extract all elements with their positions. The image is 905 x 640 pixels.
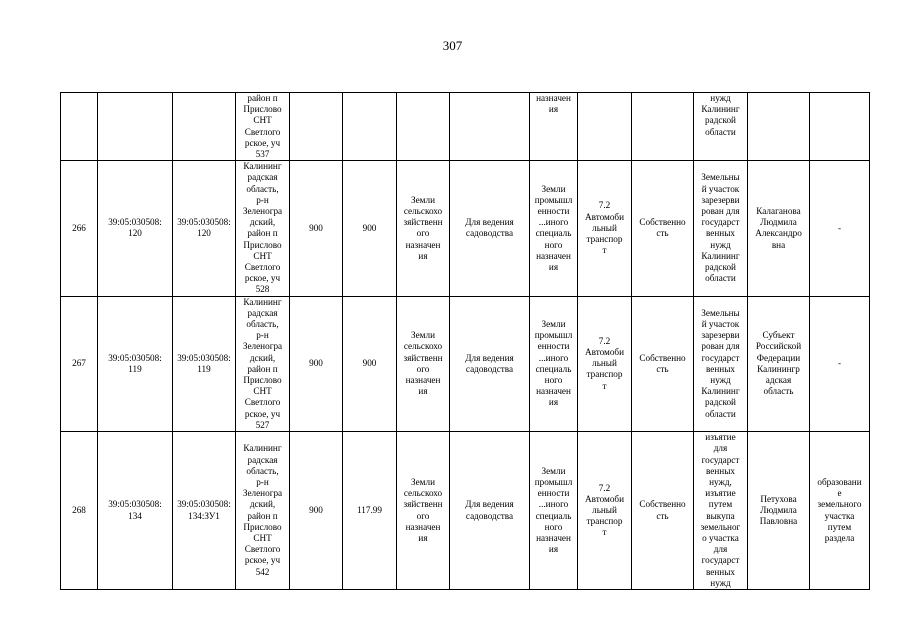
encumbrance-cell: нужд Калининг радской области [694, 93, 748, 161]
area-taken-cell [343, 93, 397, 161]
address-cell: Калининг радская область, р-н Зеленогра дский, район п Прислово СНТ Светлого рское, уч 542 [236, 432, 290, 590]
target-use-cell: 7.2 Автомоби льный транспор т [578, 161, 632, 296]
row-number-cell: 268 [61, 432, 98, 590]
target-use-cell: 7.2 Автомоби льный транспор т [578, 296, 632, 431]
encumbrance-cell: Земельны й участок зарезерви рован для государст венных нужд Калининг радской области [694, 296, 748, 431]
target-use-cell: 7.2 Автомоби льный транспор т [578, 432, 632, 590]
cadastral-number-cell: 39:05:030508: 120 [98, 161, 173, 296]
target-category-cell: Земли промышл енности ...иного специаль ного назначен ия [530, 296, 578, 431]
note-cell: - [810, 296, 870, 431]
owner-cell: Калаганова Людмила Александро вна [748, 161, 810, 296]
target-use-cell [578, 93, 632, 161]
parcel-number-cell [173, 93, 236, 161]
permitted-use-cell: Для ведения садоводства [450, 432, 530, 590]
area-taken-cell: 900 [343, 296, 397, 431]
target-category-cell: назначен ия [530, 93, 578, 161]
owner-cell: Субъект Российской Федерации Калинингр адская область [748, 296, 810, 431]
encumbrance-cell: изъятие для государст венных нужд, изъятие путем выкупа земельног о участка для государст венных нужд [694, 432, 748, 590]
permitted-use-cell [450, 93, 530, 161]
owner-cell: Петухова Людмила Павловна [748, 432, 810, 590]
note-cell [810, 93, 870, 161]
table-row [61, 432, 870, 590]
land-category-cell [397, 93, 450, 161]
permitted-use-cell: Для ведения садоводства [450, 161, 530, 296]
owner-cell [748, 93, 810, 161]
area-cell: 900 [290, 432, 343, 590]
cadastral-number-cell: 39:05:030508: 134 [98, 432, 173, 590]
land-category-cell: Земли сельскохо зяйственн ого назначен ия [397, 432, 450, 590]
right-type-cell: Собственно сть [632, 296, 694, 431]
row-number-cell: 267 [61, 296, 98, 431]
note-cell: образовани е земельного участка путем раздела [810, 432, 870, 590]
target-category-cell: Земли промышл енности ...иного специаль ного назначен ия [530, 432, 578, 590]
address-cell: район п Прислово СНТ Светлого рское, уч 537 [236, 93, 290, 161]
target-category-cell: Земли промышл енности ...иного специаль ного назначен ия [530, 161, 578, 296]
area-cell [290, 93, 343, 161]
right-type-cell: Собственно сть [632, 432, 694, 590]
row-number-cell [61, 93, 98, 161]
area-taken-cell: 117.99 [343, 432, 397, 590]
parcel-number-cell: 39:05:030508: 134:ЗУ1 [173, 432, 236, 590]
area-taken-cell: 900 [343, 161, 397, 296]
encumbrance-cell: Земельны й участок зарезерви рован для государст венных нужд Калининг радской области [694, 161, 748, 296]
table-row [61, 93, 870, 161]
note-cell: - [810, 161, 870, 296]
cadastral-number-cell [98, 93, 173, 161]
row-number-cell: 266 [61, 161, 98, 296]
cadastral-number-cell: 39:05:030508: 119 [98, 296, 173, 431]
area-cell: 900 [290, 296, 343, 431]
land-registry-table [60, 92, 870, 590]
area-cell: 900 [290, 161, 343, 296]
right-type-cell: Собственно сть [632, 161, 694, 296]
parcel-number-cell: 39:05:030508: 120 [173, 161, 236, 296]
parcel-number-cell: 39:05:030508: 119 [173, 296, 236, 431]
page-number: 307 [442, 38, 463, 53]
right-type-cell [632, 93, 694, 161]
permitted-use-cell: Для ведения садоводства [450, 296, 530, 431]
land-category-cell: Земли сельскохо зяйственн ого назначен ия [397, 161, 450, 296]
land-category-cell: Земли сельскохо зяйственн ого назначен ия [397, 296, 450, 431]
table-row [61, 161, 870, 296]
address-cell: Калининг радская область, р-н Зеленогра дский, район п Прислово СНТ Светлого рское, уч 527 [236, 296, 290, 431]
table-row [61, 296, 870, 431]
address-cell: Калининг радская область, р-н Зеленогра дский, район п Прислово СНТ Светлого рское, уч 528 [236, 161, 290, 296]
